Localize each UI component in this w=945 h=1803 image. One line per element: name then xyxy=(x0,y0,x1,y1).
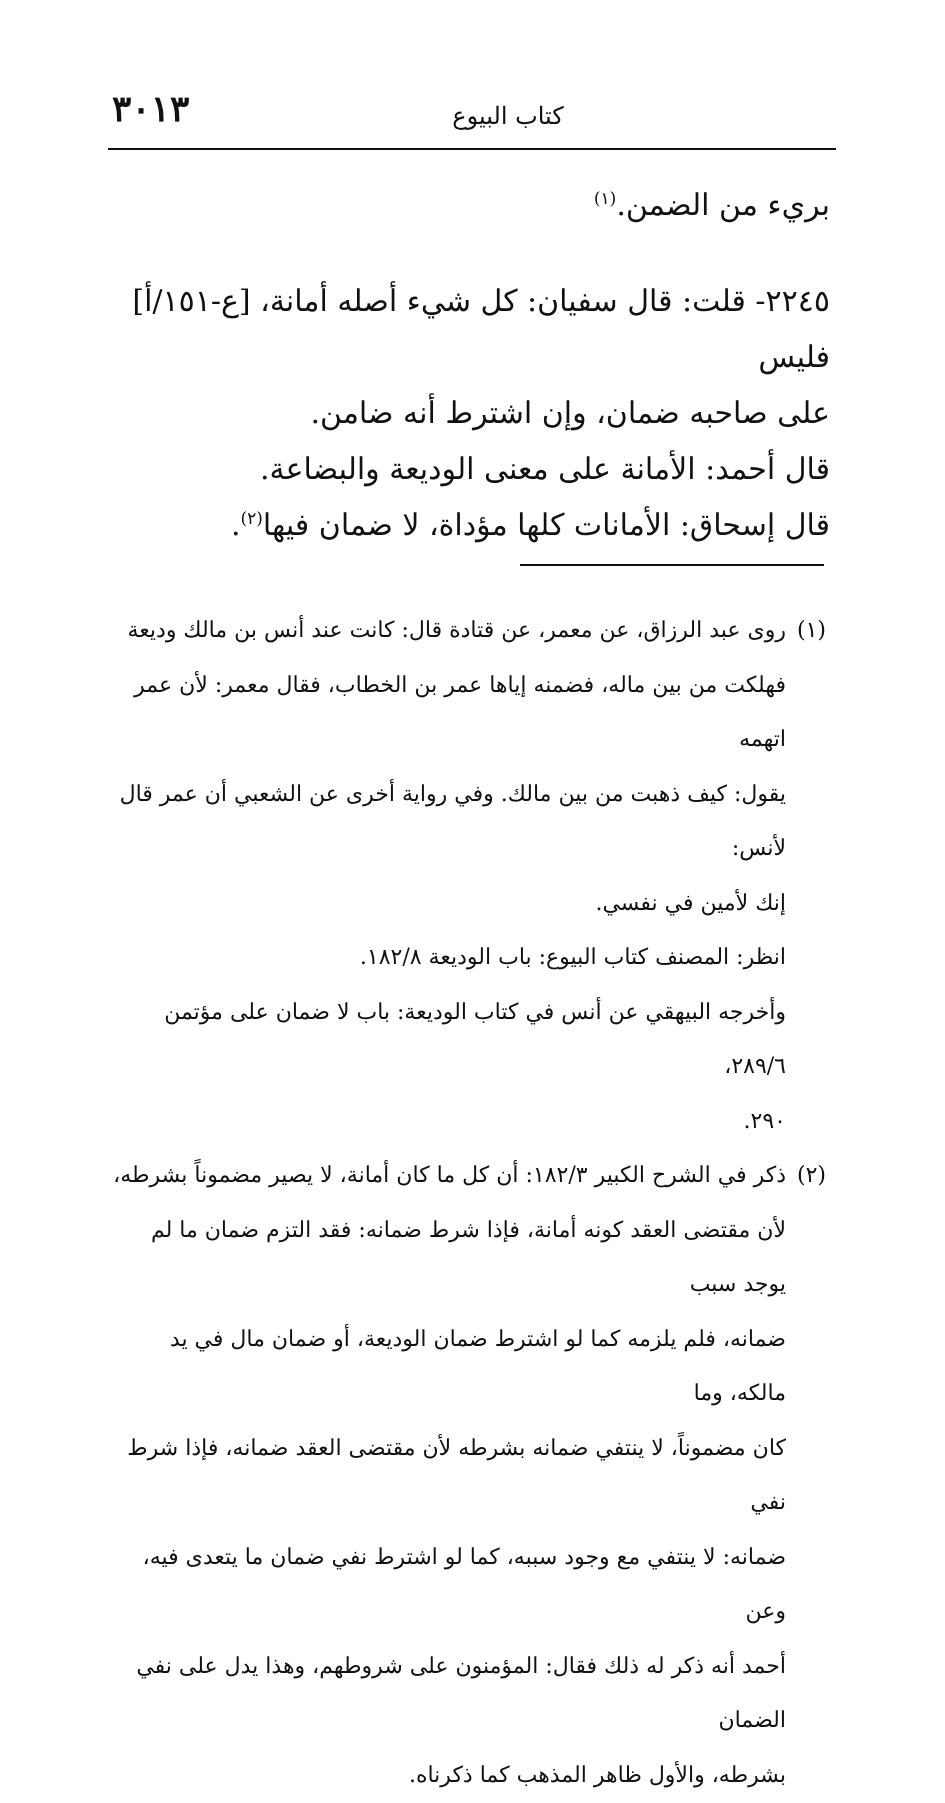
footnote-number: (١) xyxy=(797,604,826,659)
footnote-ref: (١) xyxy=(594,189,616,209)
page-header xyxy=(108,82,836,150)
page-number: ٣٠١٣ xyxy=(112,88,189,130)
footnote-line: ضمانه، فلم يلزمه كما لو اشترط ضمان الوديعة، أو ضمان مال في يد مالكه، وما xyxy=(108,1313,826,1422)
footnotes xyxy=(108,604,826,1803)
entry-line xyxy=(108,498,830,554)
running-title: كتاب البيوع xyxy=(408,102,608,130)
spacer xyxy=(108,234,830,274)
footnote-line xyxy=(108,1149,826,1204)
entry-text: قال إسحاق: الأمانات كلها مؤداة، لا ضمان فيها xyxy=(263,508,830,543)
main-text xyxy=(108,178,830,554)
footnote-line: ٢٩٠. xyxy=(108,1095,826,1150)
footnote-line: انظر: المصنف كتاب البيوع: باب الوديعة ١٨٢/٨. xyxy=(108,931,826,986)
footnote-line xyxy=(108,604,826,659)
entry-line xyxy=(108,274,830,386)
entry-line: قال أحمد: الأمانة على معنى الوديعة والبضاعة. xyxy=(108,442,830,498)
footnote-text: ذكر في الشرح الكبير ١٨٢/٣: أن كل ما كان أمانة، لا يصير مضموناً بشرطه، xyxy=(113,1163,786,1188)
entry-number: ٢٢٤٥ xyxy=(766,284,830,319)
entry-text: - قلت: قال سفيان: كل شيء أصله أمانة، [ع-١٥١/أ] فليس xyxy=(132,284,830,375)
footnote-line: يقول: كيف ذهبت من بين مالك. وفي رواية أخرى عن الشعبي أن عمر قال لأنس: xyxy=(108,768,826,877)
footnote-line: بشرطه، والأول ظاهر المذهب كما ذكرناه. xyxy=(108,1749,826,1803)
footnote-text: روى عبد الرزاق، عن معمر، عن قتادة قال: كانت عند أنس بن مالك وديعة xyxy=(127,618,786,643)
footnote-line: كان مضموناً، لا ينتفي ضمانه بشرطه لأن مقتضى العقد ضمانه، فإذا شرط نفي xyxy=(108,1422,826,1531)
entry-text-end: . xyxy=(231,508,241,543)
footnote-line: إنك لأمين في نفسي. xyxy=(108,877,826,932)
entry-line: على صاحبه ضمان، وإن اشترط أنه ضامن. xyxy=(108,386,830,442)
footnote-line: أحمد أنه ذكر له ذلك فقال: المؤمنون على شروطهم، وهذا يدل على نفي الضمان xyxy=(108,1640,826,1749)
continuation-line xyxy=(108,178,830,234)
footnote-number: (٢) xyxy=(797,1149,826,1204)
footnote-line: لأن مقتضى العقد كونه أمانة، فإذا شرط ضمانه: فقد التزم ضمان ما لم يوجد سبب xyxy=(108,1204,826,1313)
footnote-separator xyxy=(520,564,824,566)
footnote-ref: (٢) xyxy=(240,509,262,529)
footnote-line: فهلكت من بين ماله، فضمنه إياها عمر بن الخطاب، فقال معمر: لأن عمر اتهمه xyxy=(108,659,826,768)
footnote-line: ضمانه: لا ينتفي مع وجود سببه، كما لو اشترط نفي ضمان ما يتعدى فيه، وعن xyxy=(108,1531,826,1640)
footnote-line: وأخرجه البيهقي عن أنس في كتاب الوديعة: باب لا ضمان على مؤتمن ٢٨٩/٦، xyxy=(108,986,826,1095)
continuation-text: بريء من الضمن. xyxy=(616,188,830,223)
